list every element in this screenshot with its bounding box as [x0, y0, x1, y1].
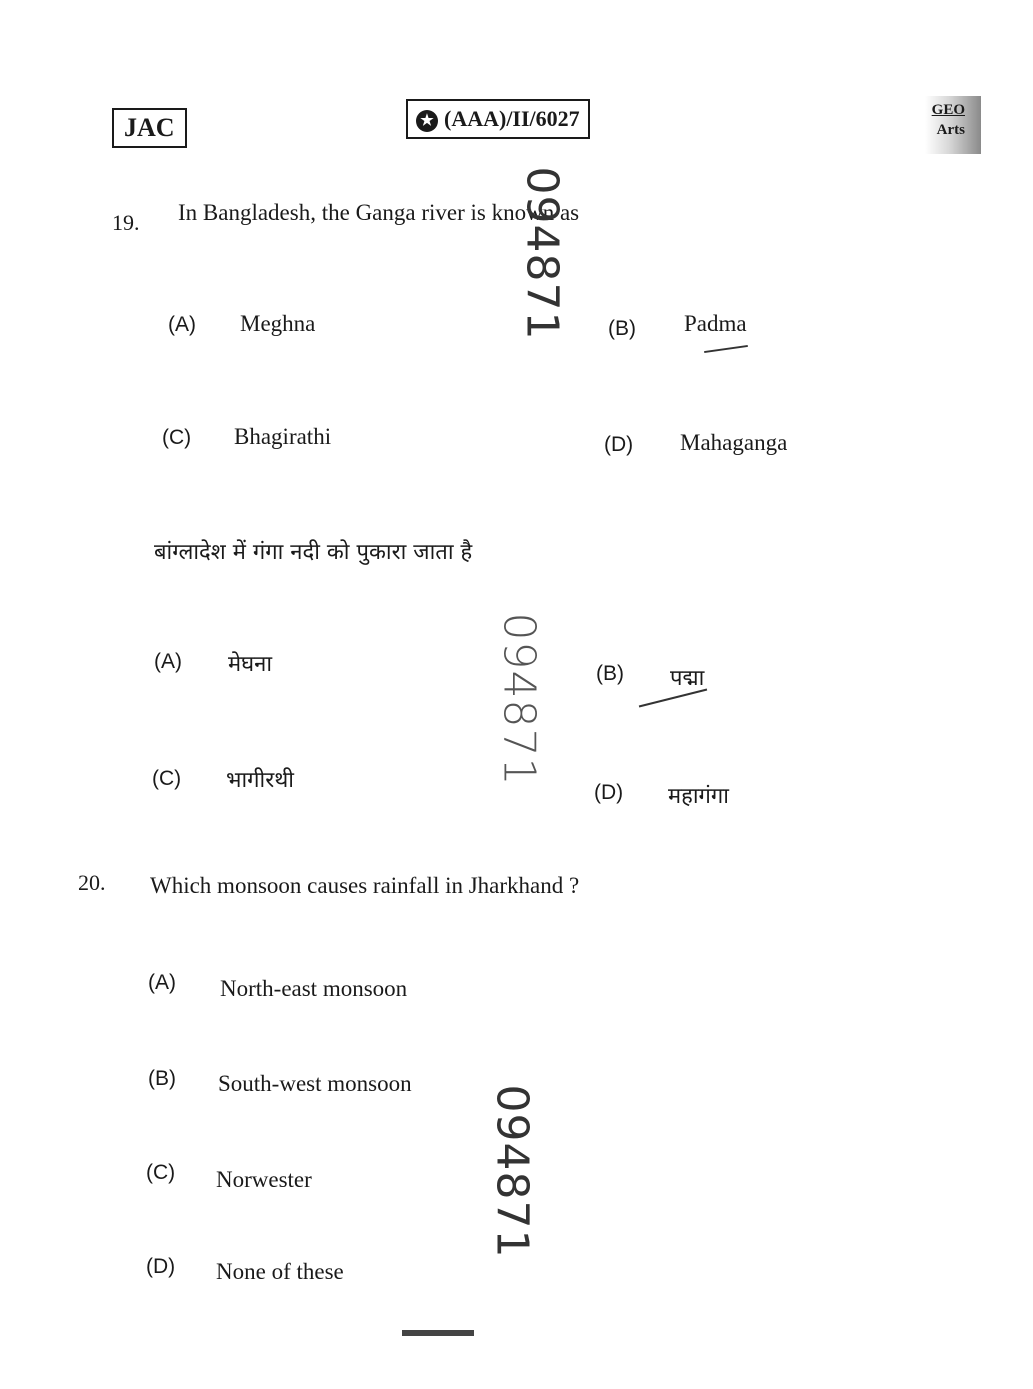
page-footer-mark [402, 1330, 474, 1336]
option-text: None of these [216, 1259, 344, 1284]
serial-stamp: 094871 [493, 612, 545, 787]
option-text: South-west monsoon [218, 1071, 412, 1096]
question-text-hindi: बांग्लादेश में गंगा नदी को पुकारा जाता है [154, 540, 473, 565]
option-label: (C) [152, 767, 182, 790]
serial-stamp: 094871 [486, 1084, 538, 1259]
star-icon: ★ [416, 110, 438, 132]
option-label: (D) [594, 781, 624, 804]
question-text: Which monsoon causes rainfall in Jharkhand ? [150, 873, 580, 898]
board-label: JAC [112, 108, 187, 148]
option-label: (B) [596, 662, 624, 685]
option-text-hindi: मेघना [228, 652, 273, 677]
option-label: (A) [148, 971, 176, 994]
option-text-hindi: पद्मा [670, 666, 705, 691]
question-text: In Bangladesh, the Ganga river is known as [178, 200, 580, 225]
serial-stamp: 094871 [516, 166, 568, 341]
option-label: (D) [604, 433, 634, 456]
option-label: (C) [146, 1161, 176, 1184]
question-number: 19. [112, 210, 140, 235]
option-label: (B) [608, 317, 636, 340]
option-text: Padma [684, 311, 747, 336]
answer-mark [704, 345, 748, 353]
option-label: (A) [154, 650, 182, 673]
question-number: 20. [78, 870, 106, 895]
option-text: North-east monsoon [220, 976, 408, 1001]
option-label: (A) [168, 313, 196, 336]
option-text: Meghna [240, 311, 316, 336]
subject-tag [901, 96, 981, 154]
option-label: (D) [146, 1255, 176, 1278]
option-text: Bhagirathi [234, 424, 332, 449]
option-label: (C) [162, 426, 192, 449]
option-text-hindi: भागीरथी [226, 768, 295, 793]
paper-code-text: (AAA)/II/6027 [444, 106, 580, 131]
option-text: Norwester [216, 1167, 312, 1192]
option-text: Mahaganga [680, 430, 788, 455]
option-text-hindi: महागंगा [668, 784, 730, 809]
subject-tag-line2: Arts [936, 122, 965, 138]
option-label: (B) [148, 1067, 176, 1090]
subject-tag-line1: GEO [931, 102, 965, 118]
paper-code [406, 99, 590, 139]
